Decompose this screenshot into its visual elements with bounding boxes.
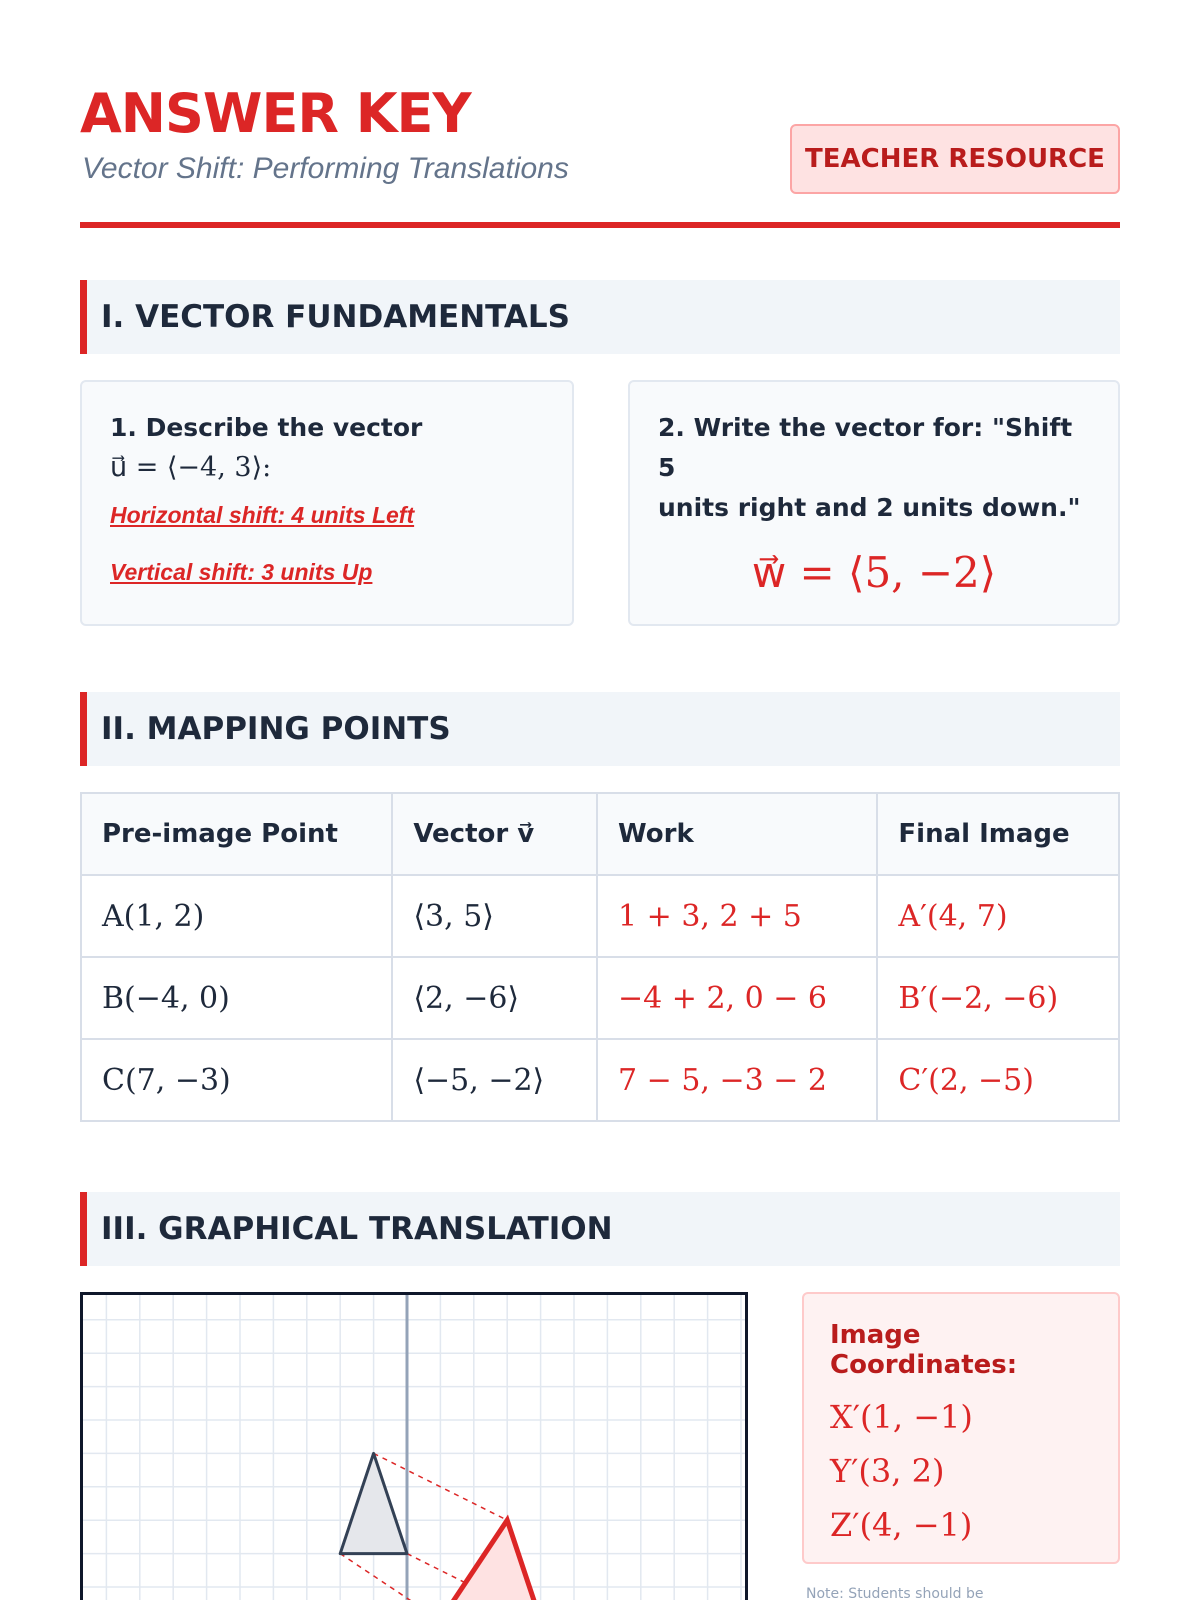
mapping-table [80,792,1120,1122]
column-header: Pre-image Point [81,793,392,875]
question-1-vector: u⃗ = ⟨−4, 3⟩: [110,452,272,483]
header [80,82,1120,228]
table-header-row [81,793,1119,875]
question-2-prompt-line-1: 2. Write the vector for: "Shift 5 [658,413,1073,482]
final-image-cell: B′(−2, −6) [877,957,1119,1039]
section-heading-vector-fundamentals: I. VECTOR FUNDAMENTALS [80,280,1120,354]
section-heading-mapping-points: II. MAPPING POINTS [80,692,1120,766]
work-cell: 1 + 3, 2 + 5 [597,875,877,957]
student-note: Note: Students should be [806,1586,984,1600]
column-header: Final Image [877,793,1119,875]
image-coordinates-box [802,1292,1120,1564]
section-heading-graphical-translation: III. GRAPHICAL TRANSLATION [80,1192,1120,1266]
image-coordinates-title: Image Coordinates: [830,1320,1018,1380]
table-row [81,957,1119,1039]
final-image-cell: A′(4, 7) [877,875,1119,957]
page-title: ANSWER KEY [80,82,471,145]
question-2-prompt-line-2: units right and 2 units down." [658,493,1081,522]
pre-image-cell: C(7, −3) [81,1039,392,1121]
pre-image-cell: B(−4, 0) [81,957,392,1039]
image-triangle [440,1520,540,1600]
vector-cell: ⟨2, −6⟩ [392,957,597,1039]
answer-horizontal-shift: Horizontal shift: 4 units Left [110,502,415,528]
column-header: Vector v⃗ [392,793,597,875]
image-coordinate: Y′(3, 2) [830,1452,945,1490]
work-cell: −4 + 2, 0 − 6 [597,957,877,1039]
answer-vertical-shift: Vertical shift: 3 units Up [110,559,373,585]
coordinate-grid [80,1292,748,1600]
question-2-answer: w⃗ = ⟨5, −2⟩ [751,548,997,597]
question-2-card [628,380,1120,626]
work-cell: 7 − 5, −3 − 2 [597,1039,877,1121]
image-coordinate: X′(1, −1) [830,1398,973,1436]
column-header: Work [597,793,877,875]
question-1-prompt: 1. Describe the vector [110,413,423,442]
teacher-resource-badge: TEACHER RESOURCE [790,124,1120,194]
page-subtitle: Vector Shift: Performing Translations [82,152,569,185]
vector-cell: ⟨−5, −2⟩ [392,1039,597,1121]
table-row [81,875,1119,957]
grid-lines [80,1292,748,1600]
table-row [81,1039,1119,1121]
pre-image-triangle [340,1453,407,1553]
image-coordinate: Z′(4, −1) [830,1506,973,1544]
question-1-card [80,380,574,626]
final-image-cell: C′(2, −5) [877,1039,1119,1121]
translation-guide-x [340,1554,440,1600]
pre-image-cell: A(1, 2) [81,875,392,957]
vector-cell: ⟨3, 5⟩ [392,875,597,957]
